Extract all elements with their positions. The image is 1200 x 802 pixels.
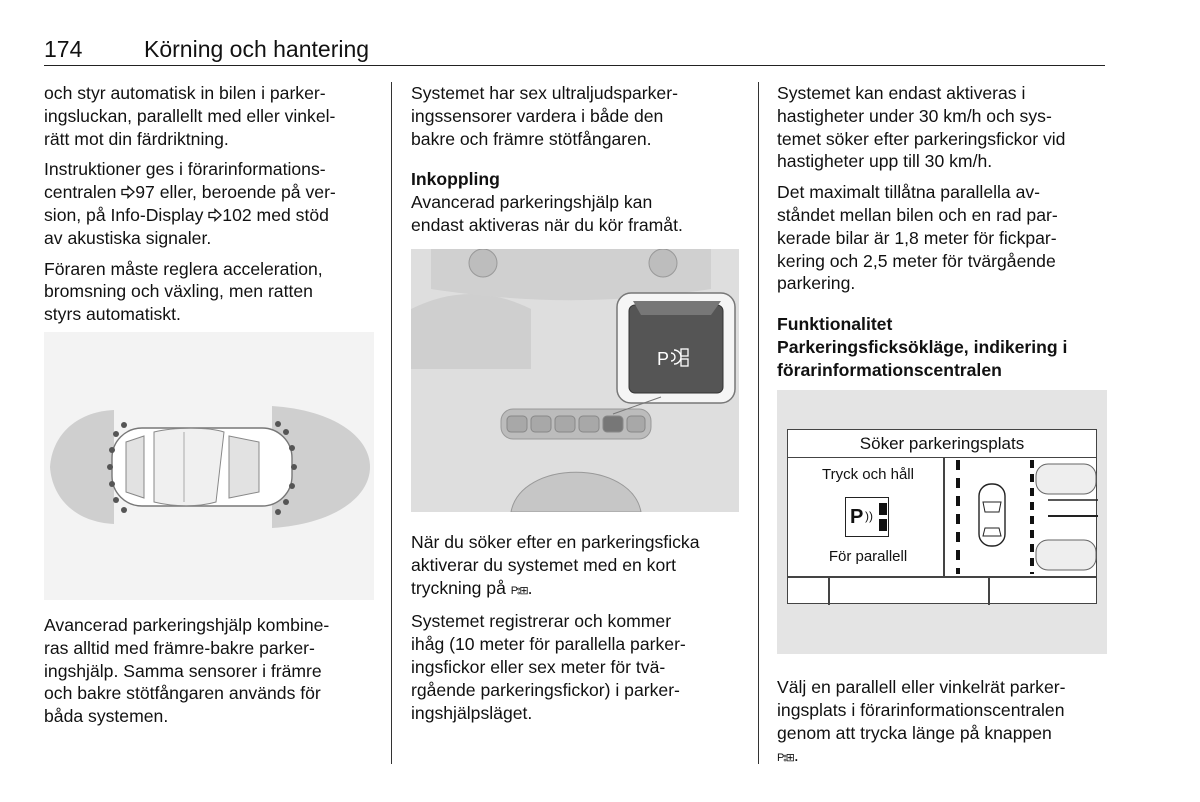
section-heading: Funktionalitet <box>777 314 893 335</box>
center-console-illustration <box>411 249 739 512</box>
column-3-lower <box>777 676 1107 778</box>
page-number: 174 <box>44 36 83 62</box>
column-2 <box>411 82 741 245</box>
parked-cars-icon <box>1028 460 1098 575</box>
lane-marking <box>956 460 960 574</box>
paragraph: Systemet kan endast aktiveras i hastigheter under 30 km/h och sys- temet söker efter parkeringsfickor vid hastigheter upp till 30 km/h. <box>777 83 1066 172</box>
paragraph: Systemet registrerar och kommer ihåg (10 meter för parallella parker- ingsfickor eller sex meter för tvä- rgående parkeringsfickor) i parker- ingshjälpsläget. <box>411 611 686 723</box>
paragraph: Systemet har sex ultraljudsparker- ingssensorer vardera i både den bakre och främre stötfångaren. <box>411 83 678 149</box>
park-assist-icon: P⦂⊞ <box>777 752 794 765</box>
sensor-zones-illustration <box>44 332 374 600</box>
section-heading: Inkoppling <box>411 169 500 190</box>
chapter-title: Körning och hantering <box>144 36 370 62</box>
paragraph: Föraren måste reglera acceleration, bromsning och växling, men ratten styrs automatiskt. <box>44 258 323 325</box>
column-1-lower <box>44 614 374 736</box>
park-assist-icon: P⦂⊞ <box>510 584 528 597</box>
column-3 <box>777 82 1107 382</box>
page-reference-arrow-icon <box>121 185 135 199</box>
own-car-icon <box>973 480 1013 550</box>
display-instruction: Tryck och håll <box>822 466 914 483</box>
paragraph: Avancerad parkeringshjälp kombine- ras alltid med främre-bakre parker- ingshjälp. Samma sensorer i främre och bakre stötfångaren används för båda systemen. <box>44 615 330 727</box>
paragraph: Instruktioner ges i förarinformations- centralen 97 eller, beroende på ver- sion, på Info-Display 102 med stöd av akustiska signaler. <box>44 159 336 248</box>
page-header <box>44 36 1105 66</box>
svg-text:P: P <box>657 349 670 369</box>
section-subheading: Parkeringsficksökläge, indikering i förarinformationscentralen <box>777 336 1068 380</box>
paragraph: När du söker efter en parkeringsficka aktiverar du systemet med en kort tryckning på P⦂⊞. <box>411 532 700 598</box>
page-reference-arrow-icon <box>208 208 222 222</box>
display-title: Söker parkeringsplats <box>788 430 1096 458</box>
page-reference[interactable]: 97 <box>135 182 155 203</box>
park-assist-icon: P )) <box>845 497 889 537</box>
display-screen <box>787 429 1097 604</box>
paragraph: Avancerad parkeringshjälp kan endast aktiveras när du kör framåt. <box>411 192 683 235</box>
paragraph: Välj en parallell eller vinkelrät parker- ingsplats i förarinformationscentralen genom att trycka länge på knappen P⦂⊞. <box>777 677 1066 766</box>
display-mode: För parallell <box>828 548 908 565</box>
column-divider <box>758 82 759 764</box>
page-reference[interactable]: 102 <box>222 204 252 225</box>
paragraph: och styr automatisk in bilen i parker- ingsluckan, parallellt med eller vinkel- rätt mot din färdriktning. <box>44 83 336 149</box>
column-1 <box>44 82 374 334</box>
column-divider <box>391 82 392 764</box>
driver-info-display-illustration <box>777 390 1107 654</box>
paragraph: Det maximalt tillåtna parallella av- ståndet mellan bilen och en rad par- kerade bilar är 1,8 meter för fickpar- kering och 2,5 meter för tvärgående parkering. <box>777 182 1058 294</box>
column-2-lower <box>411 531 741 732</box>
